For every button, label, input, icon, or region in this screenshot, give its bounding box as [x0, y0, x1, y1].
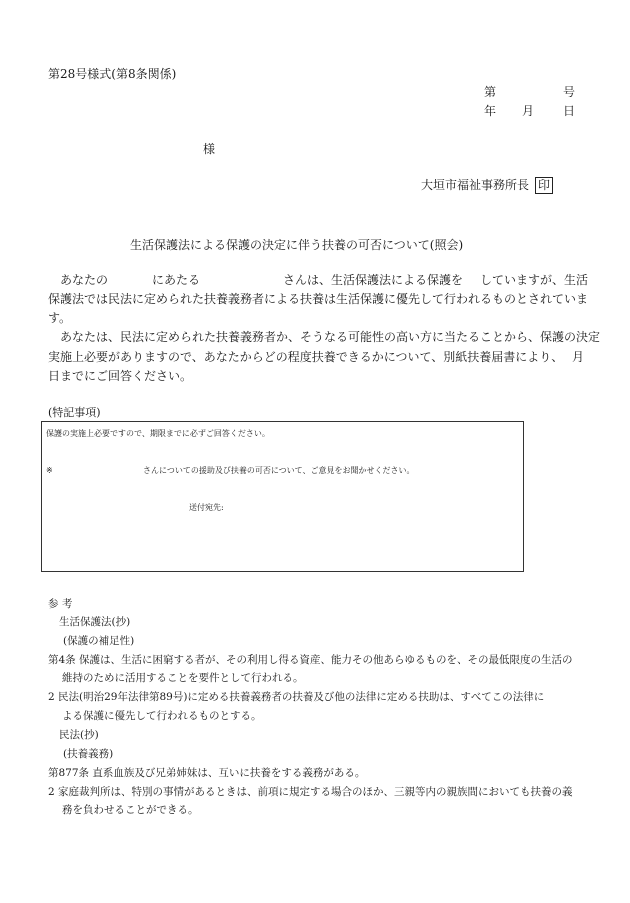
law1-art4-p2-line1: 2 民法(明治29年法律第89号)に定める扶養義務者の扶養及び他の法律に定める扶助は、すべてこの法律に — [48, 691, 545, 703]
law2-art877-line1: 第877条 直系血族及び兄弟姉妹は、互いに扶養をする義務がある。 — [48, 767, 366, 779]
notes-heading: (特記事項) — [48, 406, 101, 419]
notes-line1: 保護の実施上必要ですので、期限までに必ずご回答ください。 — [46, 429, 270, 438]
notes-line2: さんについての援助及び扶養の可否について、ご意見をお聞かせください。 — [143, 466, 415, 475]
body-p1-line1-c: さんは、生活保護法による保護を — [283, 273, 464, 287]
doc-number-prefix: 第 — [484, 85, 497, 99]
body-p1-line3: す。 — [48, 311, 72, 325]
body-p1-line1-a: あなたの — [60, 273, 109, 287]
body-p2-line2-b: 月 — [572, 350, 585, 364]
law1-art4-line2: 維持のために活用することを要件として行われる。 — [62, 672, 304, 684]
law1-art4-line1: 第4条 保護は、生活に困窮する者が、その利用し得る資産、能力その他あらゆるものを、その最低限度の生活の — [48, 654, 573, 666]
body-p1-line1-d: していますが、生活 — [480, 273, 589, 287]
sender-name: 大垣市福祉事務所長 — [421, 178, 530, 192]
body-p2-line3: 日までにご回答ください。 — [48, 369, 193, 383]
notes-mark: ※ — [46, 466, 53, 475]
law1-section: (保護の補足性) — [63, 635, 135, 647]
law1-art4-p2-line2: よる保護に優先して行われるものとする。 — [62, 710, 262, 722]
doc-number-suffix: 号 — [563, 85, 576, 99]
law2-art877-p2-line2: 務を負わせることができる。 — [62, 804, 199, 816]
body-p2-line1: あなたは、民法に定められた扶養義務者か、そうなる可能性の高い方に当たることから、保護の決定 — [60, 330, 601, 344]
date-day: 日 — [563, 104, 576, 118]
seal-box: 印 — [535, 177, 553, 194]
law1-title: 生活保護法(抄) — [59, 616, 131, 628]
law2-section: (扶養義務) — [63, 748, 114, 760]
body-p1-line2: 保護法では民法に定められた扶養義務者による扶養は生活保護に優先して行われるものとされていま — [48, 292, 589, 306]
sender — [421, 177, 553, 194]
document-title: 生活保護法による保護の決定に伴う扶養の可否について(照会) — [130, 238, 464, 252]
reference-heading: 参 考 — [48, 598, 73, 610]
notes-box — [41, 421, 524, 572]
date-year: 年 — [484, 104, 497, 118]
law2-art877-p2-line1: 2 家庭裁判所は、特別の事情があるときは、前項に規定する場合のほか、三親等内の親族間においても扶養の義 — [48, 786, 573, 798]
form-number: 第28号様式(第8条関係) — [48, 67, 177, 81]
law2-title: 民法(抄) — [59, 729, 99, 741]
body-p2-line2-a: 実施上必要がありますので、あなたからどの程度扶養できるかについて、別紙扶養届書により、 — [48, 350, 564, 364]
notes-send-to: 送付宛先: — [189, 503, 224, 512]
body-p1-line1-b: にあたる — [152, 273, 201, 287]
date-month: 月 — [522, 104, 535, 118]
addressee-suffix: 様 — [203, 142, 216, 156]
